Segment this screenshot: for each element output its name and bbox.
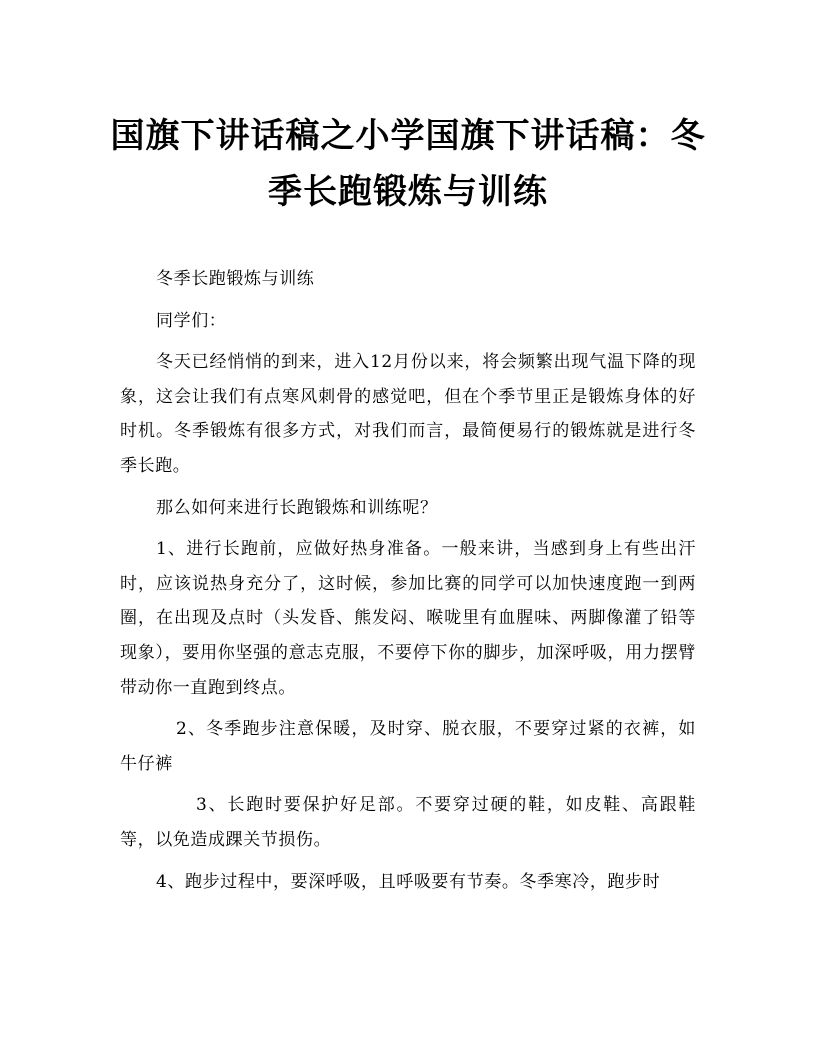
intro-paragraph: 冬天已经悄悄的到来，进入12月份以来，将会频繁出现气温下降的现象，这会让我们有点寒风刺骨的感觉吧，但在个季节里正是锻炼身体的好时机。冬季锻炼有很多方式，对我们而言，最简便易行的锻炼就是进行冬季长跑。 [120,352,696,476]
document-title: 国旗下讲话稿之小学国旗下讲话稿：冬季长跑锻炼与训练 [110,116,706,212]
point-1-paragraph: 1、进行长跑前，应做好热身准备。一般来讲，当感到身上有些出汗时，应该说热身充分了，这时候，参加比赛的同学可以加快速度跑一到两圈，在出现及点时（头发昏、熊发闷、喉咙里有血腥味、两脚像灌了铅等现象），要用你坚强的意志克服，不要停下你的脚步，加深呼吸，用力摆臂带动你一直跑到终点。 [120,539,696,698]
greeting-paragraph: 同学们： [156,310,227,331]
subtitle-paragraph: 冬季长跑锻炼与训练 [156,269,315,289]
document-body [120,262,696,899]
point-2-paragraph: 2、冬季跑步注意保暖，及时穿、脱衣服，不要穿过紧的衣裤，如牛仔裤 [120,719,696,774]
question-paragraph: 那么如何来进行长跑锻炼和训练呢？ [156,497,438,518]
point-4-paragraph: 4、跑步过程中，要深呼吸，且呼吸要有节奏。冬季寒冷，跑步时 [156,871,661,892]
point-3-paragraph: 3、长跑时要保护好足部。不要穿过硬的鞋，如皮鞋、高跟鞋等，以免造成踝关节损伤。 [120,795,696,850]
